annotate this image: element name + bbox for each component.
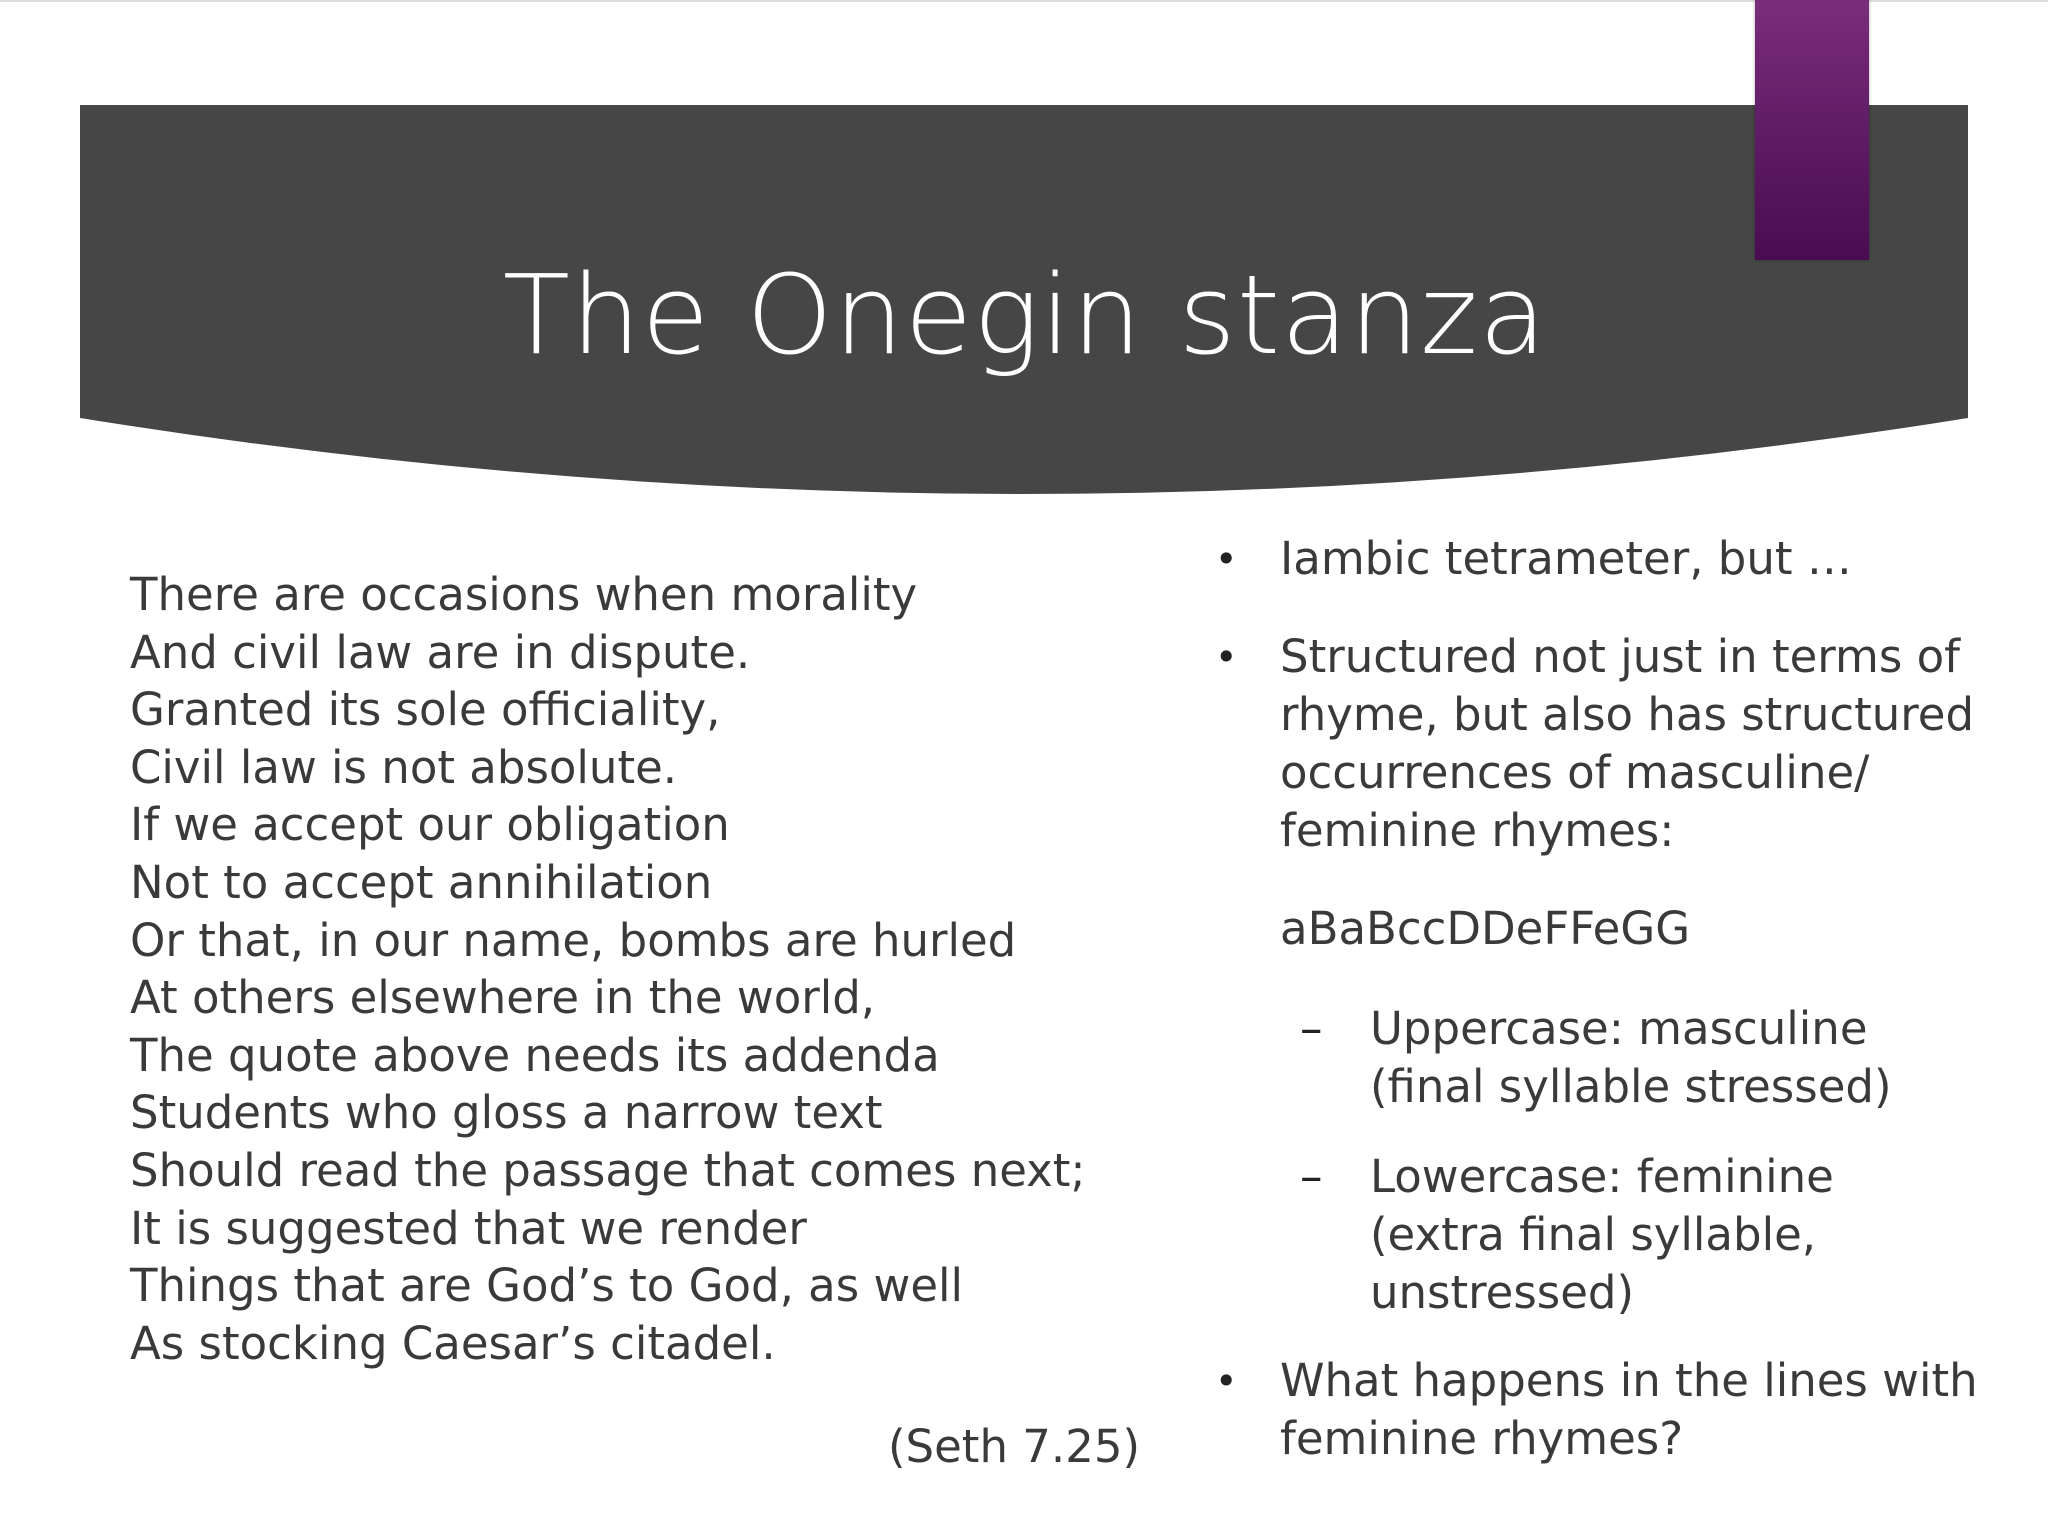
poem-line: The quote above needs its addenda xyxy=(130,1028,940,1082)
sub-text-line: Lowercase: feminine xyxy=(1370,1150,1834,1203)
bullet-text-line: What happens in the lines with xyxy=(1280,1354,1978,1407)
poem-line: Granted its sole officiality, xyxy=(130,683,721,737)
sub-text xyxy=(1370,1000,1995,1116)
dash-icon: – xyxy=(1300,1002,1323,1055)
sub-text-line: (final syllable stressed) xyxy=(1370,1060,1892,1113)
poem-line: Things that are God’s to God, as well xyxy=(130,1259,964,1313)
poem-line: Students who gloss a narrow text xyxy=(130,1086,883,1140)
bullet-text-line: Structured not just in terms of xyxy=(1280,630,1960,683)
slide-title: The Onegin stanza xyxy=(502,251,1548,379)
poem-citation: (Seth 7.25) xyxy=(888,1420,1141,1473)
bullet-icon: • xyxy=(1215,537,1238,581)
poem-line: Or that, in our name, bombs are hurled xyxy=(130,913,1017,967)
bullet-text: Iambic tetrameter, but … xyxy=(1280,532,1852,585)
bullet-text-line: feminine rhymes: xyxy=(1280,804,1675,857)
poem-line: At others elsewhere in the world, xyxy=(130,971,876,1025)
sub-text xyxy=(1370,1148,1995,1322)
bullet-text xyxy=(1280,628,1995,860)
poem-line: If we accept our obligation xyxy=(130,798,730,852)
bullet-icon: • xyxy=(1215,635,1238,679)
poem-line: Should read the passage that comes next; xyxy=(130,1143,1086,1197)
poem-line: There are occasions when morality xyxy=(130,568,918,621)
sub-text-line: unstressed) xyxy=(1370,1266,1635,1319)
bullet-text-line: occurrences of masculine/ xyxy=(1280,746,1870,799)
poem-line: It is suggested that we render xyxy=(130,1201,807,1255)
sub-text-line: Uppercase: masculine xyxy=(1370,1002,1868,1055)
bullet-text-line: rhyme, but also has structured xyxy=(1280,688,1975,741)
bullet-text-line: feminine rhymes? xyxy=(1280,1412,1684,1465)
poem-line: As stocking Caesar’s citadel. xyxy=(130,1316,776,1370)
bullet-icon: • xyxy=(1215,1359,1238,1403)
rhyme-scheme: aBaBccDDeFFeGG xyxy=(1280,902,1691,955)
accent-tab xyxy=(1755,0,1869,260)
poem-line: Not to accept annihilation xyxy=(130,855,713,909)
poem-block xyxy=(130,566,1130,1372)
bullet-text xyxy=(1280,1352,1995,1468)
dash-icon: – xyxy=(1300,1150,1323,1203)
poem-line: And civil law are in dispute. xyxy=(130,625,751,679)
poem-line: Civil law is not absolute. xyxy=(130,740,678,794)
sub-text-line: (extra final syllable, xyxy=(1370,1208,1817,1261)
